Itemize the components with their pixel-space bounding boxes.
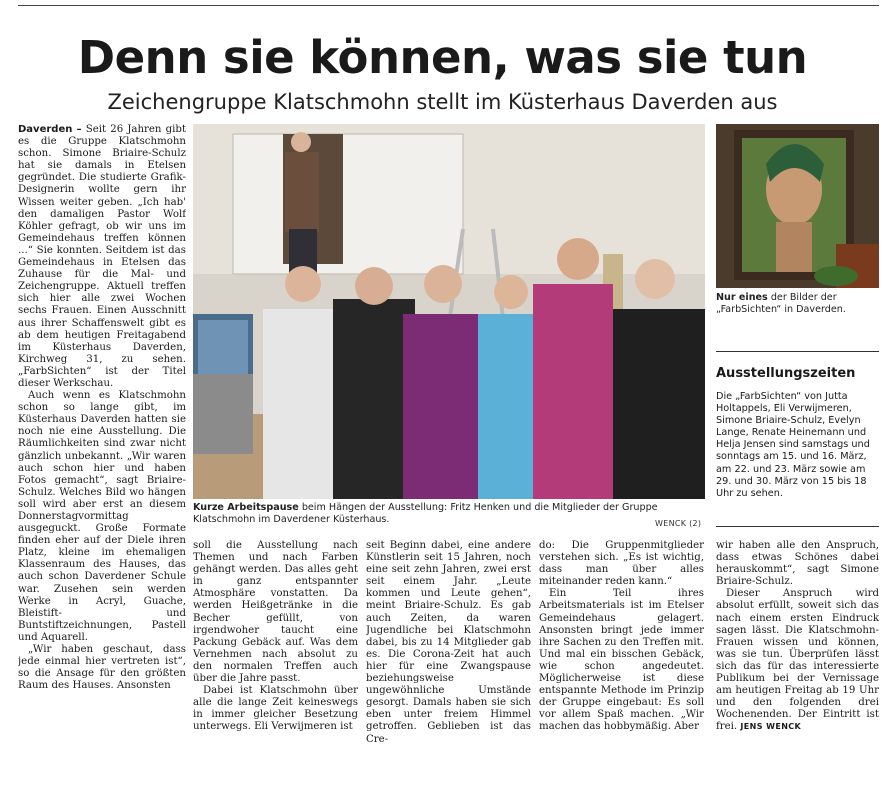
article-column-4 <box>539 540 704 756</box>
paragraph: do: Die Gruppenmitglieder verstehen sich. „Es ist wichtig, dass man über alles miteinander reden kann.“ <box>539 540 704 588</box>
paragraph: soll die Ausstellung nach Themen und nach Farben gehängt werden. Das alles geht in ganz entspannter Atmosphäre vonstatten. Da werden Heißgetränke in die Becher gefüllt, von irgendwoher taucht eine Packung Gebäck auf. Was dem Vernehmen nach absolut zu den normalen Treffen auch über die Jahre passt. <box>193 540 358 685</box>
article-column-3 <box>366 540 531 756</box>
author-byline: JENS WENCK <box>740 722 802 732</box>
article-column-1 <box>18 124 186 756</box>
caption-lead: Kurze Arbeitspause <box>193 502 299 513</box>
caption-text: beim Hängen der Ausstellung: Fritz Henken und die Mitglieder der Gruppe Klatschmohn im Daverdener Küsterhaus. <box>193 502 658 525</box>
side-photo <box>716 124 879 288</box>
article-column-5 <box>716 540 879 756</box>
sidebar-rule-bottom <box>716 526 879 527</box>
photo-credit: WENCK (2) <box>655 519 702 528</box>
sidebar-title: Ausstellungszeiten <box>716 366 856 381</box>
paragraph: Dieser Anspruch wird absolut erfüllt, soweit sich das nach einem ersten Eindruck sagen lässt. Die Klatschmohn-Frauen wissen und können, was sie tun. Überprüfen lässt sich das für das interessierte Publikum bei der Vernissage am heutigen Freitag ab 19 Uhr und den folgenden drei Wochenenden. Der Eintritt ist frei. <box>716 588 879 733</box>
paragraph: Auch wenn es Klatschmohn schon so lange gibt, im Küsterhaus Daverden hatten sie noch nie eine Ausstellung. Die Räumlichkeiten sind zwar nicht gänzlich unbekannt. „Wir waren auch schon hier und haben Fotos gemacht“, sagt Briaire-Schulz. Welches Bild wo hängen soll wird aber erst an diesem Donnerstagvormittag ausgeguckt. Große Formate finden eher auf der Diele ihren Platz, kleine im ehemaligen Klassenraum des Hauses, das auch schon Daverdener Schule war. Zusehen sein werden Werke in Acryl, Guache, Bleistift- und Buntstiftzeichnungen, Pastell und Aquarell. <box>18 390 186 643</box>
subheadline: Zeichengruppe Klatschmohn stellt im Küsterhaus Daverden aus <box>107 90 778 114</box>
paragraph: „Wir haben geschaut, dass jede einmal hier vertreten ist“, so die Ansage für den größten Raum des Hauses. Ansonsten <box>18 644 186 692</box>
main-photo <box>193 124 705 499</box>
caption-text: der Bilder der „FarbSichten“ in Daverden. <box>716 292 846 315</box>
paragraph: seit Beginn dabei, eine andere Künstlerin seit 15 Jahren, noch eine seit zehn Jahren, zwei erst seit einem Jahr. „Leute kommen und Leute gehen“, meint Briaire-Schulz. Es gab auch Zeiten, da waren Jugendliche bei Klatschmohn dabei, bis zu 14 Mitglieder gab es. Die Corona-Zeit hat auch hier für eine Zwangspause beziehungsweise ungewöhnliche Umstände gesorgt. Damals haben sie sich eben unter freiem Himmel getroffen. Geblieben ist das Cre- <box>366 540 531 745</box>
article-column-2 <box>193 540 358 756</box>
paragraph: Ein Teil ihres Arbeitsmaterials ist im Etelser Gemeindehaus gelagert. Ansonsten bringt jede immer ihre Sachen zu den Treffen mit. Und mal ein bisschen Gebäck, wie schon angedeutet. Möglicherweise ist diese entspannte Methode im Prinzip der Gruppe eingebaut: Es soll vor allem Spaß machen. „Wir machen das hobbymäßig. Aber <box>539 588 704 733</box>
caption-lead: Nur eines <box>716 292 768 303</box>
sidebar-text: Die „FarbSichten“ von Jutta Holtappels, Eli Verwijmeren, Simone Briaire-Schulz, Evelyn Lange, Renate Heinemann und Helja Jensen sind samstags und sonntags am 15. und 16. März, am 22. und 23. März sowie am 29. und 30. März von 15 bis 18 Uhr zu sehen. <box>716 391 870 499</box>
paragraph: wir haben alle den Anspruch, dass etwas Schönes dabei herauskommt“, sagt Simone Briaire-Schulz. <box>716 540 879 588</box>
dateline: Daverden – <box>18 124 82 135</box>
main-photo-caption <box>193 502 705 526</box>
paragraph: Dabei ist Klatschmohn über alle die lange Zeit keineswegs in immer gleicher Besetzung unterwegs. Eli Verwijmeren ist <box>193 685 358 733</box>
sidebar-rule <box>716 351 879 352</box>
side-photo-caption <box>716 292 879 316</box>
top-rule <box>18 5 879 6</box>
headline: Denn sie können, was sie tun <box>77 31 808 84</box>
paragraph: Seit 26 Jahren gibt es die Gruppe Klatschmohn schon. Simone Briaire-Schulz hat sie damals in Etelsen gegründet. Die studierte Grafik-Designerin wollte gern ihr Wissen weiter geben. „Ich hab' den damaligen Pastor Wolf Köhler gefragt, ob wir uns im Gemeindehaus treffen können ...“ Sie konnten. Seitdem ist das Gemeindehaus in Etelsen das Zuhause für die Mal- und Zeichengruppe. Aktuell treffen sich hier alle zwei Wochen sechs Frauen. Einen Ausschnitt aus ihrer Schaffenswelt gibt es ab dem heutigen Freitagabend im Küsterhaus Daverden, Kirchweg 31, zu sehen. „FarbSichten“ ist der Titel dieser Werkschau. <box>18 124 186 389</box>
